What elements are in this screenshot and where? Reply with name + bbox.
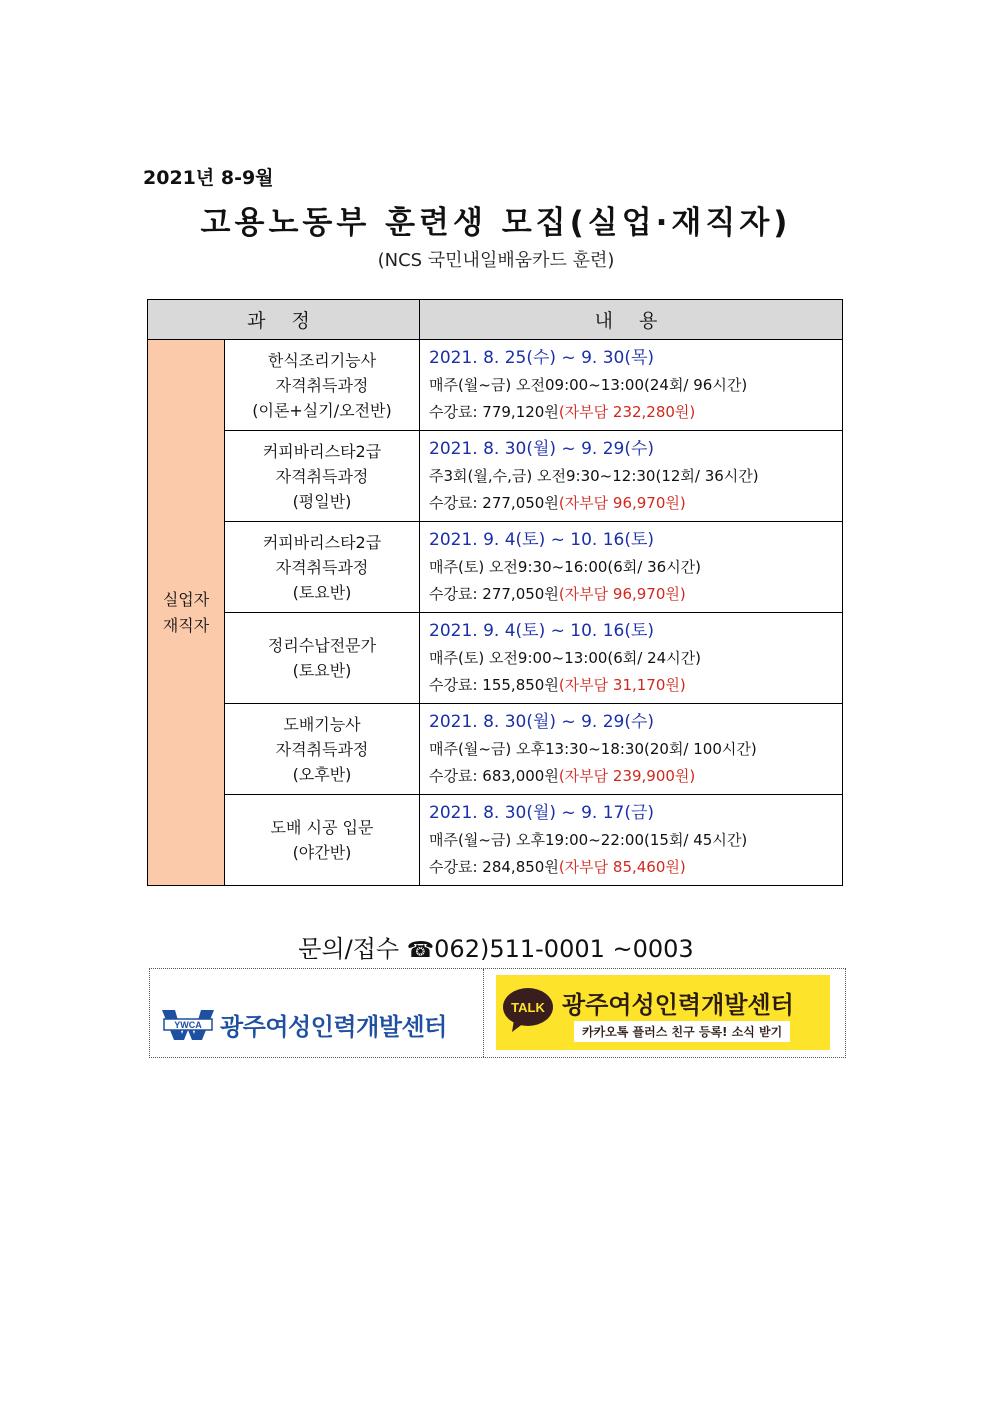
course-name-cell	[225, 522, 420, 613]
course-fee: 수강료: 277,050원	[429, 493, 559, 512]
self-pay-amount: (자부담 232,280원)	[558, 402, 696, 421]
course-name-line: 자격취득과정	[275, 739, 369, 759]
kakao-tagline: 카카오톡 플러스 친구 등록! 소식 받기	[574, 1021, 790, 1042]
course-date: 2021. 9. 4(토) ~ 10. 16(토)	[429, 620, 655, 641]
phone-icon: ☎	[406, 938, 435, 963]
course-fee-line	[429, 490, 842, 517]
course-info-cell	[420, 431, 843, 522]
category-label: 실업자	[162, 589, 210, 609]
course-name-line: 정리수납전문가	[267, 636, 377, 655]
column-header-course: 과 정	[148, 300, 420, 340]
kakao-badge-text: TALK	[511, 1000, 545, 1015]
course-name-cell	[225, 613, 420, 704]
table-row	[148, 431, 843, 522]
footer-divider	[483, 969, 484, 1057]
course-name-line: (오후반)	[292, 764, 352, 784]
course-fee-line	[429, 399, 842, 426]
course-name-cell	[225, 704, 420, 795]
course-info-cell	[420, 704, 843, 795]
self-pay-amount: (자부담 239,900원)	[558, 766, 696, 785]
course-name-line: (야간반)	[292, 843, 352, 862]
course-name-line: (토요반)	[292, 661, 352, 680]
kakao-banner[interactable]	[496, 975, 830, 1050]
page-subtitle: (NCS 국민내일배움카드 훈련)	[377, 250, 615, 271]
course-name-line: (이론+실기/오전반)	[252, 400, 392, 420]
course-schedule: 매주(월~금) 오후13:30~18:30(20회/ 100시간)	[429, 739, 757, 758]
course-info-cell	[420, 340, 843, 431]
ywca-logo[interactable]	[162, 1007, 447, 1042]
category-label: 재직자	[162, 615, 210, 635]
course-date: 2021. 8. 30(월) ~ 9. 17(금)	[429, 802, 655, 823]
course-name-line: 커피바리스타2급	[262, 441, 382, 461]
footer-banner	[149, 968, 846, 1058]
course-name-line: 커피바리스타2급	[262, 532, 382, 552]
course-fee: 수강료: 284,850원	[429, 857, 559, 876]
course-name-line: 자격취득과정	[275, 466, 369, 486]
course-date: 2021. 8. 30(월) ~ 9. 29(수)	[429, 438, 655, 459]
course-name-line: 자격취득과정	[275, 557, 369, 577]
category-cell	[148, 340, 225, 886]
course-name-line: 자격취득과정	[275, 375, 369, 395]
course-fee-line	[429, 581, 842, 608]
course-name-line: (토요반)	[292, 582, 352, 602]
course-fee: 수강료: 779,120원	[429, 402, 559, 421]
course-info-cell	[420, 795, 843, 886]
contact-phone[interactable]: 062)511-0001 ~0003	[434, 935, 694, 963]
ywca-logo-text: YWCA	[174, 1019, 202, 1030]
course-schedule: 매주(월~금) 오후19:00~22:00(15회/ 45시간)	[429, 830, 748, 849]
self-pay-amount: (자부담 31,170원)	[558, 675, 686, 694]
course-schedule: 매주(토) 오전9:30~16:00(6회/ 36시간)	[429, 557, 702, 576]
table-row	[148, 795, 843, 886]
course-date: 2021. 9. 4(토) ~ 10. 16(토)	[429, 529, 655, 550]
table-row	[148, 704, 843, 795]
course-schedule: 주3회(월,수,금) 오전9:30~12:30(12회/ 36시간)	[429, 466, 759, 485]
course-date: 2021. 8. 30(월) ~ 9. 29(수)	[429, 711, 655, 732]
course-schedule: 매주(월~금) 오전09:00~13:00(24회/ 96시간)	[429, 375, 748, 394]
contact-label: 문의/접수	[298, 935, 400, 963]
table-row	[148, 522, 843, 613]
course-schedule: 매주(토) 오전9:00~13:00(6회/ 24시간)	[429, 648, 702, 667]
course-fee: 수강료: 155,850원	[429, 675, 559, 694]
column-header-content: 내 용	[420, 300, 843, 340]
course-fee: 수강료: 683,000원	[429, 766, 559, 785]
self-pay-amount: (자부담 85,460원)	[558, 857, 686, 876]
table-row	[148, 340, 843, 431]
kakao-talk-icon	[502, 987, 554, 1033]
course-name-cell	[225, 340, 420, 431]
course-date: 2021. 8. 25(수) ~ 9. 30(목)	[429, 347, 655, 368]
table-header-row	[148, 300, 843, 340]
course-name-line: 도배기능사	[283, 714, 361, 734]
course-info-cell	[420, 522, 843, 613]
self-pay-amount: (자부담 96,970원)	[558, 493, 686, 512]
table-row	[148, 613, 843, 704]
course-fee-line	[429, 672, 842, 699]
course-fee-line	[429, 854, 842, 881]
contact-line	[0, 929, 992, 964]
course-fee: 수강료: 277,050원	[429, 584, 559, 603]
page-title: 고용노동부 훈련생 모집(실업·재직자)	[200, 205, 792, 241]
ywca-w-icon	[162, 1008, 214, 1042]
course-name-line: 도배 시공 입문	[270, 818, 374, 837]
course-table	[147, 299, 843, 886]
course-name-line: 한식조리기능사	[267, 350, 377, 370]
self-pay-amount: (자부담 96,970원)	[558, 584, 686, 603]
course-info-cell	[420, 613, 843, 704]
ywca-center-name: 광주여성인력개발센터	[220, 1013, 447, 1041]
kakao-center-name: 광주여성인력개발센터	[562, 991, 794, 1019]
course-name-cell	[225, 431, 420, 522]
period-label: 2021년 8-9월	[143, 167, 274, 189]
course-name-line: (평일반)	[292, 491, 352, 511]
course-fee-line	[429, 763, 842, 790]
course-name-cell	[225, 795, 420, 886]
